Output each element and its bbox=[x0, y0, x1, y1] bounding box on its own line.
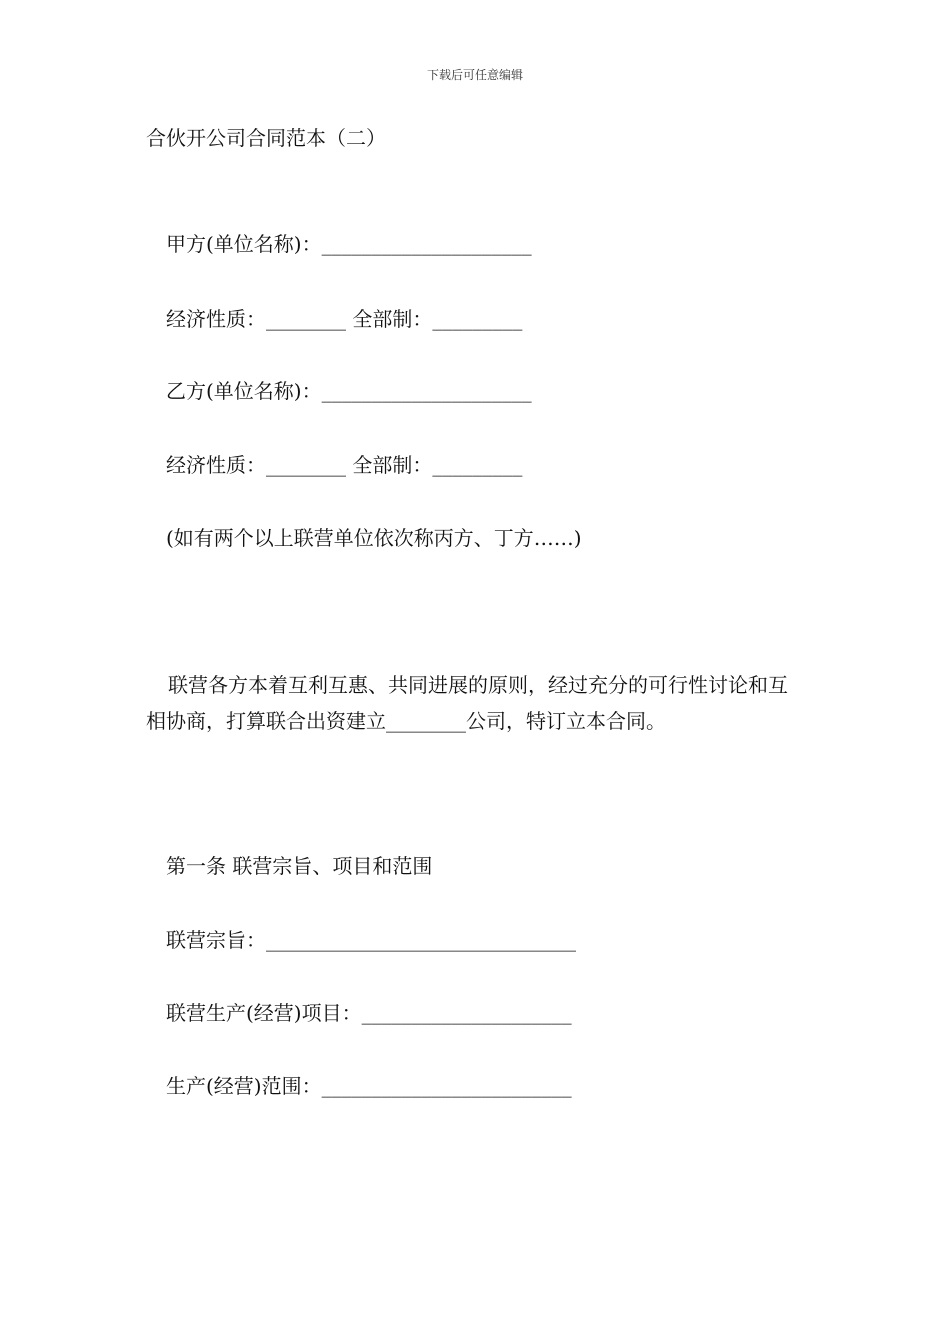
project-field: 联营生产(经营)项目：_____________________ bbox=[166, 1001, 572, 1025]
article-1-heading: 第一条 联营宗旨、项目和范围 bbox=[166, 854, 433, 878]
document-title: 合伙开公司合同范本（二） bbox=[146, 126, 386, 150]
preamble-paragraph: 联营各方本着互利互惠、共同进展的原则，经过充分的可行性讨论和互相协商，打算联合出资建立________公司，特订立本合同。 bbox=[146, 673, 788, 733]
party-b-nature-field: 经济性质：________ 全部制：_________ bbox=[166, 453, 523, 477]
party-a-nature-field: 经济性质：________ 全部制：_________ bbox=[166, 307, 523, 331]
party-a-name-field: 甲方(单位名称)：_____________________ bbox=[166, 232, 532, 256]
header-note: 下载后可任意编辑 bbox=[426, 68, 523, 82]
purpose-field: 联营宗旨：_______________________________ bbox=[166, 928, 576, 952]
more-parties-note: (如有两个以上联营单位依次称丙方、丁方……) bbox=[166, 526, 582, 550]
scope-field: 生产(经营)范围：_________________________ bbox=[166, 1074, 572, 1098]
party-b-name-field: 乙方(单位名称)：_____________________ bbox=[166, 379, 532, 403]
